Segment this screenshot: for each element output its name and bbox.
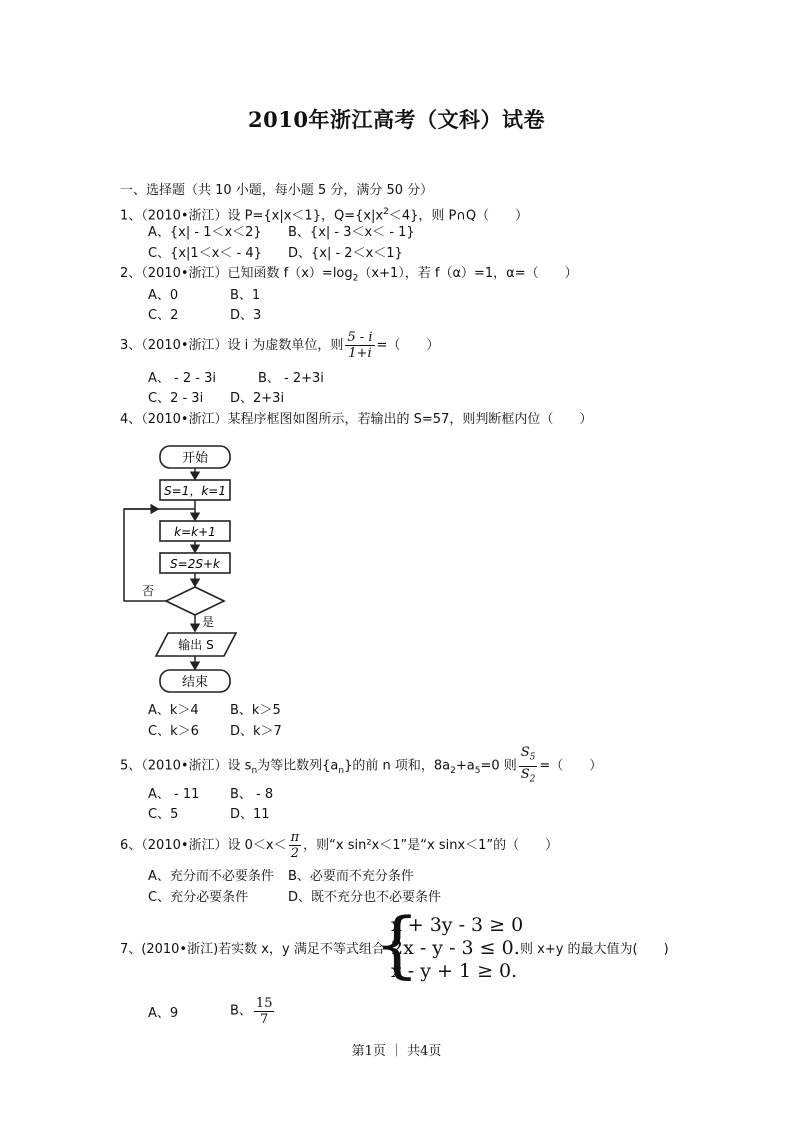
q7-b-den: 7 [260,1012,269,1027]
q5-frac-num-sub: 5 [529,752,536,763]
q4-option-b: B、k＞5 [230,703,281,718]
q7-option-b-prefix: B、 [230,1003,252,1019]
q5-option-a: A、 - 11 [148,787,200,802]
flow-output-label: 输出 S [178,638,214,652]
q6-option-b: B、必要而不充分条件 [288,869,414,884]
question-5-stem [120,745,602,787]
q7-stem-a: 7、(2010•浙江)若实数 x，y 满足不等式组合 [120,942,385,957]
flow-end-label: 结束 [181,675,209,690]
q5-stem-b: 为等比数列{a [257,758,339,774]
q6-stem-b: ，则“x sin²x＜1”是“x sinx＜1”的（ ） [303,838,559,853]
question-3-stem [120,330,439,361]
q4-option-c: C、k＞6 [148,724,199,739]
q6-fraction [289,830,302,861]
q3-fraction [345,330,374,361]
q3-option-a: A、 - 2 - 3i [148,371,216,386]
question-4-stem: 4、（2010•浙江）某程序框图如图所示，若输出的 S=57，则判断框内位（ ） [120,412,593,427]
q5-fraction [519,745,538,787]
q7-option-b [230,996,276,1027]
q2-sub: 2 [352,273,359,284]
q5-option-b: B、 - 8 [230,787,274,802]
q4-option-d: D、k＞7 [230,724,282,739]
flow-no-label: 否 [142,584,155,598]
q2-option-c: C、2 [148,308,179,323]
q1-stem-a: 1、（2010•浙江）设 P={x|x＜1}，Q={x|x [120,208,384,224]
q5-frac-den-sub: 2 [529,774,536,785]
q5-sub-2: 2 [450,766,456,777]
q5-stem-f: =（ ） [539,758,603,774]
q3-frac-den: 1+i [348,346,372,361]
q6-option-a: A、充分而不必要条件 [148,869,274,884]
q3-stem-b: =（ ） [376,338,440,353]
q5-stem-c: }的前 n 项和，8a [344,758,451,774]
q7-brace: { [374,902,420,986]
page-footer: 第1页 ｜ 共4页 [351,1044,442,1059]
q6-stem-a: 6、（2010•浙江）设 0＜x＜ [120,838,287,853]
q3-option-d: D、2+3i [230,391,285,406]
q6-option-c: C、充分必要条件 [148,890,249,905]
q7-option-a: A、9 [148,1006,179,1021]
flowchart [118,436,266,698]
q7-stem-b: 则 x+y 的最大值为( ) [520,942,669,957]
section-heading: 一、选择题（共 10 小题，每小题 5 分，满分 50 分） [120,183,434,198]
q1-sup: 2 [383,207,389,217]
q4-option-a: A、k＞4 [148,703,199,718]
flow-step1-label: k=k+1 [174,525,216,539]
q1-stem-b: ＜4}，则 P∩Q（ ） [388,208,529,224]
q7-ineq-2: 2x - y - 3 ≤ 0. [391,937,520,959]
q7-ineq-3: x - y + 1 ≥ 0. [391,960,518,982]
q7-ineq-1: x + 3y - 3 ≥ 0 [391,914,524,936]
q1-option-b: B、{x| - 3＜x＜ - 1} [288,225,415,240]
q3-option-b: B、 - 2+3i [258,371,324,386]
q6-frac-num: π [290,830,300,845]
q5-frac-den [519,767,538,788]
q5-frac-den-s: S [520,766,530,782]
question-2-stem [120,266,578,287]
q2-stem-a: 2、（2010•浙江）已知函数 f（x）=log [120,266,353,281]
q5-stem-d: +a [455,758,475,774]
q7-option-b-fraction [254,996,275,1027]
flow-yes-label: 是 [202,615,215,629]
flow-decision [166,587,224,615]
q5-sub-n2: n [338,766,345,777]
q1-option-c: C、{x|1＜x＜ - 4} [148,246,262,261]
q5-stem-a: 5、（2010•浙江）设 s [120,758,252,774]
q5-option-c: C、5 [148,807,179,822]
q2-stem-b: （x+1），若 f（α）=1，α=（ ） [358,266,578,281]
q5-sub-5: 5 [474,766,481,777]
q5-frac-num [519,745,538,767]
q5-option-d: D、11 [230,807,270,822]
page-title: 2010年浙江高考（文科）试卷 [248,107,545,132]
flow-step2-label: S=2S+k [170,557,220,571]
q7-b-num: 15 [255,996,273,1011]
question-1-stem [120,204,528,224]
q1-option-a: A、{x| - 1＜x＜2} [148,225,262,240]
q1-option-d: D、{x| - 2＜x＜1} [288,246,403,261]
q2-option-d: D、3 [230,308,262,323]
q5-stem-e: =0 则 [480,758,517,774]
question-6-stem [120,830,558,861]
q6-frac-den: 2 [290,846,300,861]
q2-option-a: A、0 [148,288,179,303]
q2-option-b: B、1 [230,288,261,303]
q3-stem-a: 3、（2010•浙江）设 i 为虚数单位，则 [120,338,344,353]
q5-frac-num-s: S [520,745,530,760]
q3-option-c: C、2 - 3i [148,391,204,406]
q5-sub-n: n [251,766,258,777]
q6-option-d: D、既不充分也不必要条件 [288,890,442,905]
q3-frac-num: 5 - i [347,330,373,345]
flow-init-label: S=1，k=1 [164,484,226,498]
flow-start-label: 开始 [181,451,209,466]
